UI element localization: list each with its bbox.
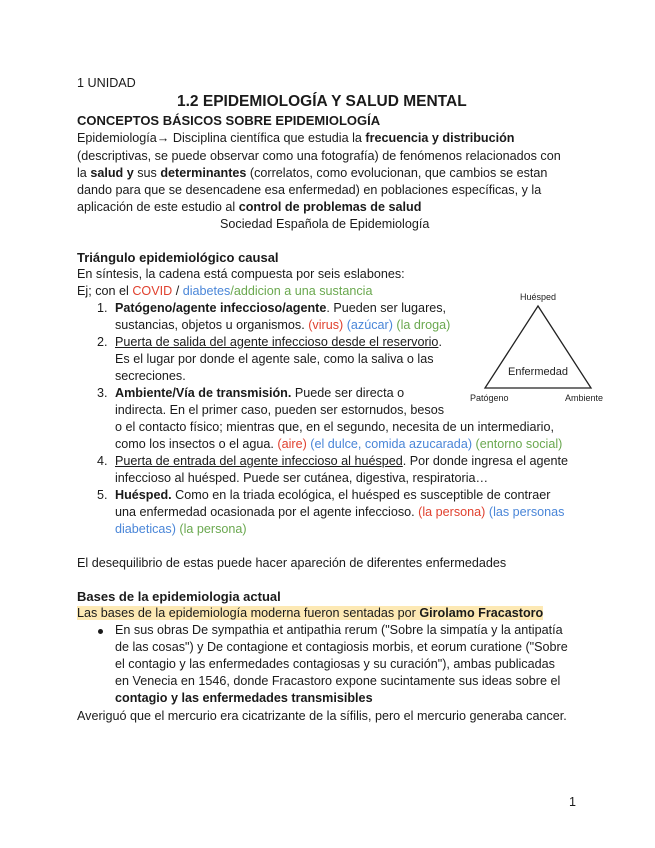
list-item-3-line-1 [115, 385, 404, 402]
triangle-example [77, 283, 372, 300]
list-item-3-line-4 [115, 436, 562, 453]
list-number: 2. [97, 335, 108, 349]
list-number: 4. [97, 454, 108, 468]
diagram-label-host: Huésped [519, 292, 557, 302]
list-item-4-line-1 [115, 453, 568, 470]
text: Ej; con el [77, 284, 133, 298]
list-item-3-line-2: indirecta. En el primer caso, pueden ser estornudos, besos [115, 403, 445, 417]
definition-line-4: dando para que se desencadene esa enfermedad) en poblaciones específicas, y la [77, 183, 542, 197]
text: . Por donde ingresa el agente [402, 454, 569, 468]
epidemiological-triangle-diagram [468, 288, 608, 406]
list-item-5-line-1 [115, 487, 550, 504]
bases-highlight-line [77, 605, 543, 622]
list-number: 1. [97, 301, 108, 315]
definition-line-1 [77, 130, 515, 147]
bold-text: salud y [90, 166, 134, 180]
blue-text: diabeticas) [115, 522, 176, 536]
triangle-conclusion: El desequilibrio de estas puede hacer apareción de diferentes enfermedades [77, 556, 507, 570]
underlined-text: Puerta de salida del agente infeccioso desde el reservorio [115, 335, 439, 349]
list-item-1-line-2 [115, 317, 450, 334]
list-item-2-line-2: Es el lugar por donde el agente sale, como la saliva o las [115, 352, 434, 366]
list-item-4-line-2: infeccioso al huésped. Puede ser cutánea, digestiva, respiratoria… [115, 471, 489, 485]
text: sustancias, objetos u organismos. [115, 318, 309, 332]
green-text: (entorno social) [472, 437, 563, 451]
green-text: (la persona) [175, 522, 247, 536]
text: la [77, 166, 91, 180]
bases-final-line: Averiguó que el mercurio era cicatrizante de la sífilis, pero el mercurio generaba cancer. [77, 709, 567, 723]
list-item-1-line-1 [115, 300, 446, 317]
diagram-label-pathogen: Patógeno [470, 393, 509, 403]
text: (correlatos, como evolucionan, que cambios se estan [246, 166, 548, 180]
highlighted-text: Las bases de la epidemiología moderna fueron sentadas por [77, 606, 420, 620]
list-number: 3. [97, 386, 108, 400]
blue-text: diabetes [182, 284, 231, 298]
source-citation: Sociedad Española de Epidemiología [220, 217, 430, 231]
text: Puede ser directa o [291, 386, 405, 400]
triangle-heading: Triángulo epidemiológico causal [77, 250, 279, 265]
list-item-5-line-3 [115, 521, 247, 538]
diagram-label-disease: Enfermedad [508, 366, 568, 378]
list-item-2-line-3: secreciones. [115, 369, 186, 383]
bold-text: Ambiente/Vía de transmisión. [115, 386, 292, 400]
text: / [172, 284, 183, 298]
green-text: /addicion a una sustancia [230, 284, 373, 298]
bases-bullet-line-3: el contagio y las enfermedades contagiosas y su curación"), ambas publicadas [115, 657, 555, 671]
bold-text: frecuencia y distribución [365, 131, 515, 145]
red-text: (virus) [308, 318, 344, 332]
triangle-intro: En síntesis, la cadena está compuesta por seis eslabones: [77, 267, 405, 281]
text: aplicación de este estudio al [77, 200, 239, 214]
red-text: (aire) [277, 437, 307, 451]
red-text: COVID [132, 284, 173, 298]
red-text: (la persona) [418, 505, 486, 519]
concepts-heading: CONCEPTOS BÁSICOS SOBRE EPIDEMIOLOGÍA [77, 113, 381, 128]
definition-line-5 [77, 199, 421, 216]
text: Epidemiología→ Disciplina científica que estudia la [77, 131, 366, 145]
blue-text: (azúcar) [343, 318, 393, 332]
green-text: (la droga) [392, 318, 451, 332]
bases-bullet-line-1: En sus obras De sympathia et antipathia rerum ("Sobre la simpatía y la antipatía [115, 623, 563, 637]
list-item-2-line-1 [115, 334, 442, 351]
text: Como en la triada ecológica, el huésped es susceptible de contraer [171, 488, 551, 502]
bold-text: determinantes [160, 166, 247, 180]
definition-line-3 [77, 165, 547, 182]
page-number: 1 [569, 795, 577, 809]
list-item-5-line-2 [115, 504, 564, 521]
list-item-3-line-3: o el contacto físico; mientras que, en el segundo, necesita de un intermediario, [115, 420, 554, 434]
underlined-text: Puerta de entrada del agente infeccioso al huésped [115, 454, 403, 468]
bases-heading: Bases de la epidemiologia actual [77, 589, 281, 604]
blue-text: (el dulce, comida azucarada) [306, 437, 473, 451]
bold-text: Patógeno/agente infeccioso/agente [115, 301, 327, 315]
highlighted-bold-text: Girolamo Fracastoro [419, 606, 544, 620]
text: . [438, 335, 442, 349]
text: . Pueden ser lugares, [326, 301, 447, 315]
bold-text: Huésped. [115, 488, 172, 502]
bases-bullet-line-4: en Venecia en 1546, donde Fracastoro expone sucintamente sus ideas sobre el [115, 674, 561, 688]
definition-line-2: (descriptivas, se puede observar como una fotografía) de fenómenos relacionados con [77, 149, 561, 163]
blue-text: (las personas [485, 505, 565, 519]
unit-label: 1 UNIDAD [77, 76, 136, 90]
bases-bullet-line-2: de las cosas") y De contagione et contagiosis morbis, et eorum curatione ("Sobre [115, 640, 568, 654]
text: sus [133, 166, 161, 180]
bases-bullet-line-5: contagio y las enfermedades transmisibles [115, 691, 373, 705]
diagram-label-environment: Ambiente [565, 393, 604, 403]
list-number: 5. [97, 488, 108, 502]
text: como los insectos o el agua. [115, 437, 278, 451]
bullet-dot [98, 629, 103, 634]
bold-text: control de problemas de salud [238, 200, 422, 214]
text: una enfermedad ocasionada por el agente infeccioso. [115, 505, 419, 519]
page-title: 1.2 EPIDEMIOLOGÍA Y SALUD MENTAL [177, 93, 467, 110]
